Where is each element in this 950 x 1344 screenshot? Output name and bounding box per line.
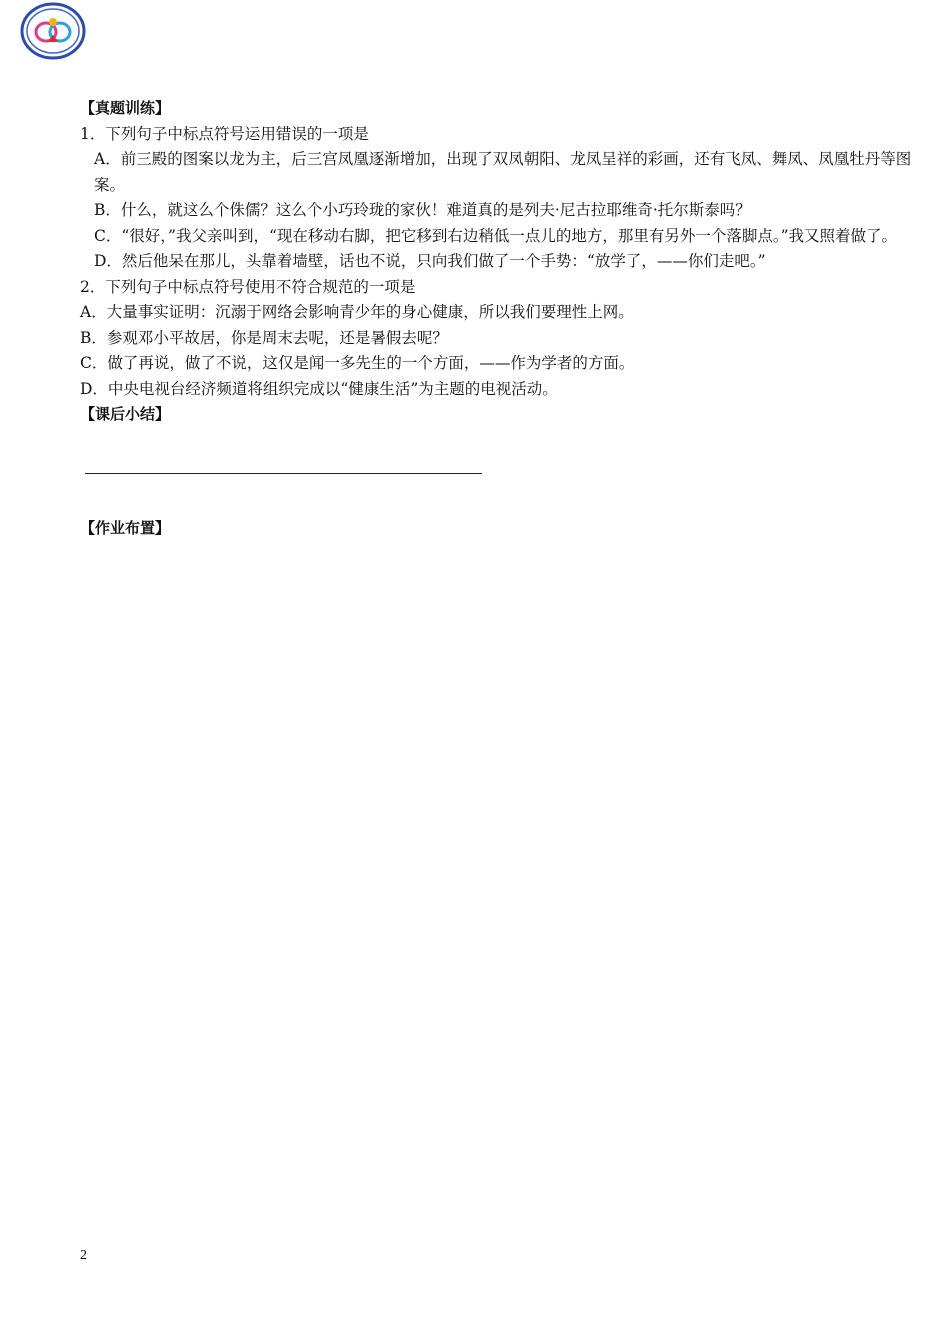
question-1-stem: 1．下列句子中标点符号运用错误的一项是 xyxy=(80,124,369,143)
question-2-option-c: C．做了再说，做了不说，这仅是闻一多先生的一个方面，——作为学者的方面。 xyxy=(80,354,635,372)
question-2-option-d: D．中央电视台经济频道将组织完成以“健康生活”为主题的电视活动。 xyxy=(80,379,558,398)
section-heading-practice: 【真题训练】 xyxy=(80,99,171,117)
question-2-option-b: B．参观邓小平故居，你是周末去呢，还是暑假去呢？ xyxy=(80,328,448,347)
question-2-stem: 2．下列句子中标点符号使用不符合规范的一项是 xyxy=(80,277,416,296)
section-heading-summary: 【课后小结】 xyxy=(80,405,171,423)
question-1-option-b: B．什么，就这么个侏儒？这么个小巧玲珑的家伙！难道真的是列夫·尼古拉耶维奇·托尔斯泰吗？ xyxy=(94,201,751,219)
section-heading-homework: 【作业布置】 xyxy=(80,519,171,537)
question-1-option-a: A．前三殿的图案以龙为主，后三宫凤凰逐渐增加，出现了双凤朝阳、龙凤呈祥的彩画，还有飞凤、舞凤、凤凰牡丹等图案。 xyxy=(94,150,912,194)
summary-answer-line xyxy=(85,473,482,474)
question-1-option-c: C．“很好，”我父亲叫到，“现在移动右脚，把它移到右边稍低一点儿的地方，那里有另外一个落脚点。”我又照着做了。 xyxy=(94,226,898,245)
school-seal-logo-icon xyxy=(20,2,86,60)
question-2-option-a: A．大量事实证明：沉溺于网络会影响青少年的身心健康，所以我们要理性上网。 xyxy=(80,303,634,321)
document-body xyxy=(80,96,915,428)
page-number: 2 xyxy=(80,1248,87,1263)
question-1-option-d: D．然后他呆在那儿，头靠着墙壁，话也不说，只向我们做了一个手势：“放学了，——你们走吧。” xyxy=(94,252,766,270)
